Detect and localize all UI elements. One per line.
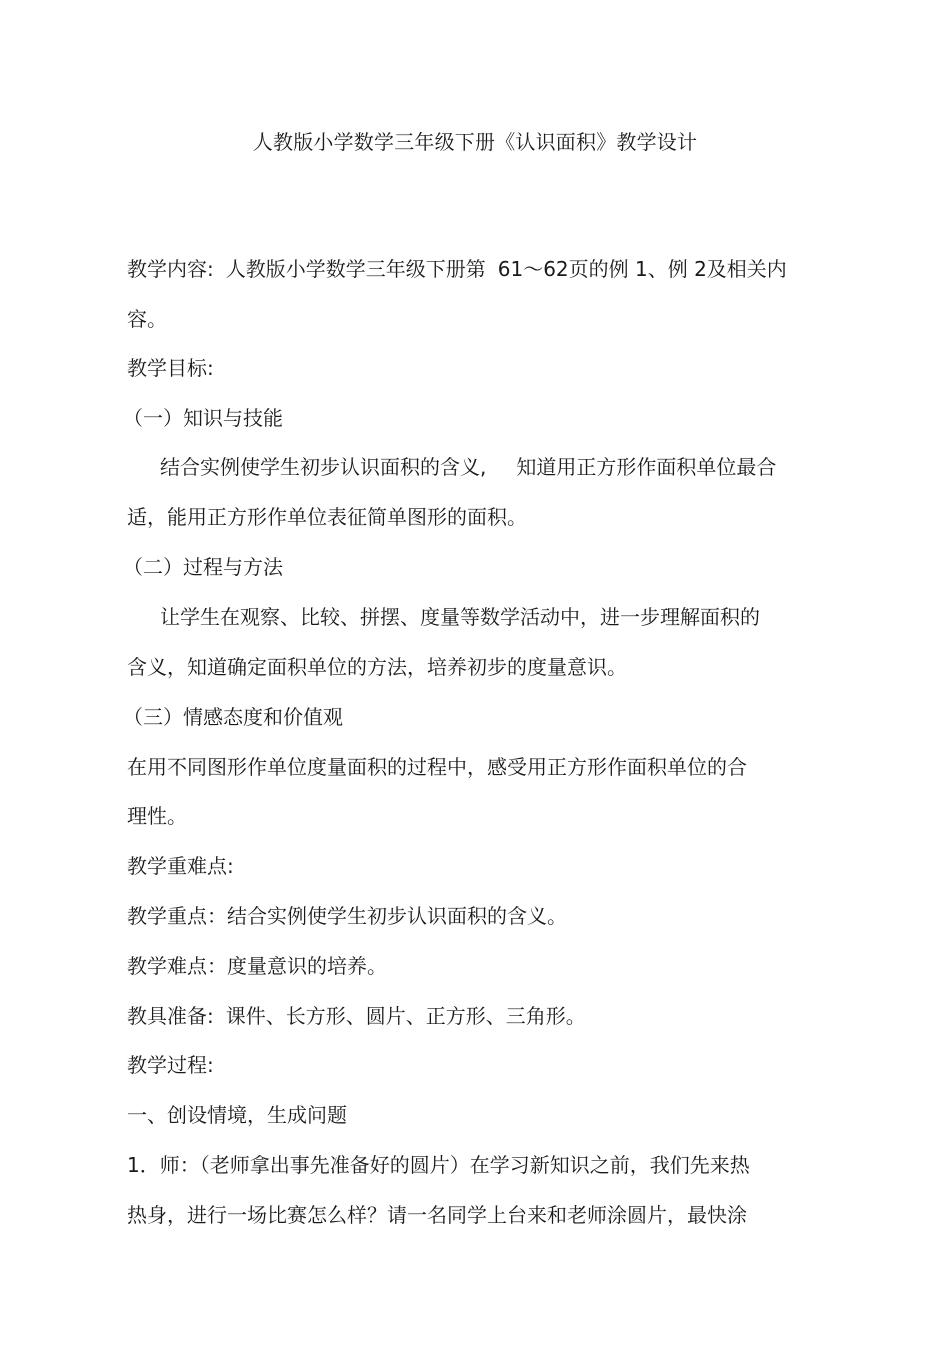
key-difficult-label: 教学重难点: bbox=[127, 854, 234, 878]
process-para-line2: 含义，知道确定面积单位的方法，培养初步的度量意识。 bbox=[127, 655, 627, 679]
knowledge-para-line1-b: 知道用正方形作面积单位最合 bbox=[516, 455, 777, 479]
teaching-tools-text: 课件、长方形、圆片、正方形、三角形。 bbox=[225, 1004, 586, 1028]
section-knowledge-skills: （一）知识与技能 bbox=[123, 406, 283, 430]
teaching-difficult-point: 教学难点：度量意识的培养。 bbox=[127, 954, 387, 978]
teaching-tools-label: 教具准备: bbox=[127, 1004, 214, 1028]
knowledge-para-line1-a: 结合实例使学生初步认识面积的含义, bbox=[160, 455, 487, 479]
step-one-heading: 一、创设情境，生成问题 bbox=[127, 1103, 347, 1127]
teaching-key-point: 教学重点：结合实例使学生初步认识面积的含义。 bbox=[127, 904, 567, 928]
attitude-para-line2: 理性。 bbox=[127, 804, 187, 828]
teaching-content-line bbox=[127, 255, 827, 283]
attitude-para-line1: 在用不同图形作单位度量面积的过程中，感受用正方形作面积单位的合 bbox=[127, 755, 747, 779]
section-process-method: （二）过程与方法 bbox=[123, 555, 283, 579]
teaching-tools-line bbox=[127, 1002, 827, 1030]
knowledge-para-line2: 适，能用正方形作单位表征简单图形的面积。 bbox=[127, 505, 527, 529]
teaching-goals-label: 教学目标: bbox=[127, 356, 214, 380]
teaching-content-continued: 容。 bbox=[127, 307, 167, 331]
teaching-process-label: 教学过程: bbox=[127, 1053, 214, 1077]
step-one-para-line2: 热身，进行一场比赛怎么样？请一名同学上台来和老师涂圆片，最快涂 bbox=[127, 1203, 747, 1227]
teaching-content-label: 教学内容: bbox=[127, 257, 214, 281]
section-attitude-values: （三）情感态度和价值观 bbox=[123, 705, 343, 729]
knowledge-para-line1 bbox=[160, 453, 860, 481]
process-para-line1: 让学生在观察、比较、拼摆、度量等数学活动中，进一步理解面积的 bbox=[160, 605, 760, 629]
teaching-content-text-b: 61～62页的例 1、例 2及相关内 bbox=[497, 257, 787, 281]
teaching-content-text-a: 人教版小学数学三年级下册第 bbox=[225, 257, 486, 281]
step-one-para-line1: 1．师：（老师拿出事先准备好的圆片）在学习新知识之前，我们先来热 bbox=[127, 1153, 750, 1177]
document-title: 人教版小学数学三年级下册《认识面积》教学设计 bbox=[252, 130, 698, 154]
